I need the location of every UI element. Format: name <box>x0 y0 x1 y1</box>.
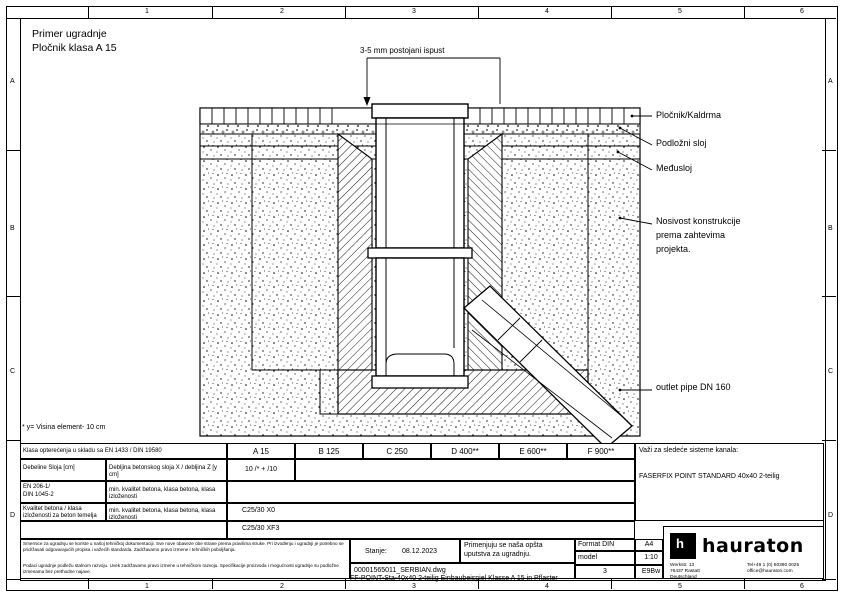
border-tick <box>822 296 836 297</box>
drawing-title-line2: Pločnik klasa A 15 <box>32 42 117 54</box>
zone-tick-top-1: 1 <box>145 8 149 15</box>
zone-tick-right-a: A <box>828 78 833 85</box>
zone-tick-left-b: B <box>10 225 15 232</box>
thickness-label: Debeline Sloja [cm] <box>23 465 75 471</box>
zone-tick-left-c: C <box>10 368 16 375</box>
status-value: 08.12.2023 <box>402 548 438 555</box>
concrete-quality-desc: min. kvalitet betona, klasa betona, klasa izloženosti <box>109 508 216 521</box>
class-b125: B 125 <box>318 447 340 456</box>
class-f900: F 900** <box>587 447 615 456</box>
drawing-footnote: * y= Visina element- 10 cm <box>22 424 106 431</box>
company-address-2: 76437 Rastatt <box>670 569 700 574</box>
class-d400: D 400** <box>451 447 479 456</box>
company-contact-1: Tel+49 1 (0) 60390 0025 <box>747 563 800 568</box>
border-tick <box>88 6 89 18</box>
en206-value-cell <box>227 481 635 503</box>
revision-value: 3 <box>603 568 607 575</box>
hauraton-wordmark: hauraton <box>702 535 804 557</box>
legal-text-1: Smernice za ugradnju se koriste u našoj tehničkoj dokumentaciji. Sve nove obaveze obe strane prema pravilima struke. Pri izvođenju i ugradnji je potrebno se pridržavati odgovarajućih propisa i važećih standarda. Zadržavamo pravo izmene i tehničkih poboljšanja. <box>23 541 344 552</box>
border-tick <box>822 440 836 441</box>
model-label: model <box>578 554 598 561</box>
zone-tick-bottom-4: 4 <box>545 583 549 590</box>
usage-note-2: uputstva za ugradnju. <box>464 551 531 558</box>
border-tick <box>822 150 836 151</box>
zone-tick-right-b: B <box>828 225 833 232</box>
border-tick <box>212 579 213 589</box>
zone-tick-bottom-3: 3 <box>412 583 416 590</box>
zone-tick-left-d: D <box>10 512 16 519</box>
concrete-quality-label: Kvalitet betona / klasa izloženosti za beton temelja <box>23 506 97 519</box>
concrete-foundation-value-cell <box>227 521 635 539</box>
callout-interlayer: Međusloj <box>656 163 693 173</box>
zone-tick-right-c: C <box>828 368 834 375</box>
callout-loadbearing-3: projekta. <box>656 244 691 254</box>
zone-tick-top-5: 5 <box>678 8 682 15</box>
zone-tick-bottom-6: 6 <box>800 583 804 590</box>
callout-paving: Pločnik/Kaldrma <box>656 110 722 120</box>
zone-tick-bottom-5: 5 <box>678 583 682 590</box>
concrete-quality-value: C25/30 X0 <box>242 507 276 514</box>
technical-drawing-area <box>20 18 824 443</box>
system-info-title: Važi za sledeće sisteme kanala: <box>639 447 739 454</box>
legal-text-2: Podaci ugradnje podležu stalnom razvoju. Uvek zadržavamo pravo izmene u tehničkom razvoju. Specifikacije proizvoda i mogućnosti ugradnje su podložne izmenama bez prethodne najave. <box>23 563 339 574</box>
system-name: FASERFIX POINT STANDARD 40x40 2-teilig <box>639 473 780 480</box>
drawing-title-line1: Primer ugradnje <box>32 28 107 40</box>
callout-bedding: Podložni sloj <box>656 138 707 148</box>
concrete-quality-value-cell <box>227 503 635 521</box>
callout-outlet-pipe: outlet pipe DN 160 <box>656 382 731 392</box>
zone-tick-right-d: D <box>828 512 834 519</box>
hauraton-mark-letter: h <box>676 536 684 551</box>
zone-tick-bottom-1: 1 <box>145 583 149 590</box>
border-tick <box>744 579 745 589</box>
status-label: Stanje: <box>365 548 387 555</box>
border-tick <box>345 579 346 589</box>
drawing-caption: FF-POINT-Sta-40x40 2-teilig Einbaubeispiel Klasse A 15 in Pflaster <box>350 575 558 582</box>
border-tick <box>822 18 836 19</box>
callout-loadbearing-1: Nosivost konstrukcije <box>656 216 741 226</box>
thickness-desc: Debljina betonskog sloja X / debljina Z [y cm] <box>109 465 218 478</box>
en206-label-2: DIN 1045-2 <box>23 492 54 498</box>
border-tick <box>611 6 612 18</box>
class-row-label: Klasa opterećenja u skladu sa EN 1433 / DIN 19580 <box>23 448 162 454</box>
border-tick <box>6 296 20 297</box>
en206-desc: min. kvalitet betona, klasa betona, klasa izloženosti <box>109 487 216 500</box>
class-a15: A 15 <box>252 447 269 456</box>
thickness-empty-cell <box>295 459 635 481</box>
zone-tick-top-3: 3 <box>412 8 416 15</box>
zone-tick-top-6: 6 <box>800 8 804 15</box>
border-tick <box>6 440 20 441</box>
border-tick <box>88 579 89 589</box>
border-tick <box>822 579 836 580</box>
border-tick <box>6 579 20 580</box>
drawing-number: 00001565011_SERBIAN.dwg <box>354 567 446 574</box>
thickness-value: 10 /* + /10 <box>244 466 278 473</box>
company-contact-2: office@hauraton.com <box>747 569 793 574</box>
border-tick <box>478 6 479 18</box>
format-label: Format DIN <box>578 541 615 548</box>
zone-tick-top-2: 2 <box>280 8 284 15</box>
en206-label-1: EN 206-1/ <box>23 484 51 490</box>
company-address-1: Werkstr. 13 <box>670 563 695 568</box>
zone-tick-bottom-2: 2 <box>280 583 284 590</box>
class-e600: E 600** <box>519 447 547 456</box>
class-c250: C 250 <box>386 447 408 456</box>
concrete-foundation-label-cell <box>20 521 227 539</box>
top-note-label: 3-5 mm postojani ispust <box>360 46 445 55</box>
border-tick <box>744 6 745 18</box>
scale-value: 1:10 <box>644 554 658 561</box>
zone-tick-top-4: 4 <box>545 8 549 15</box>
company-address-3: Deutschland <box>670 575 697 580</box>
usage-note-1: Primenjuju se naša opšta <box>464 542 543 549</box>
format-value: A4 <box>644 541 654 548</box>
border-tick <box>6 150 20 151</box>
author-value: E9Bw <box>641 568 661 575</box>
border-tick <box>6 18 20 19</box>
concrete-foundation-value: C25/30 XF3 <box>242 525 280 532</box>
callout-loadbearing-2: prema zahtevima <box>656 230 726 240</box>
title-block-table <box>20 443 824 579</box>
border-tick <box>611 579 612 589</box>
zone-tick-left-a: A <box>10 78 15 85</box>
border-tick <box>345 6 346 18</box>
border-tick <box>212 6 213 18</box>
